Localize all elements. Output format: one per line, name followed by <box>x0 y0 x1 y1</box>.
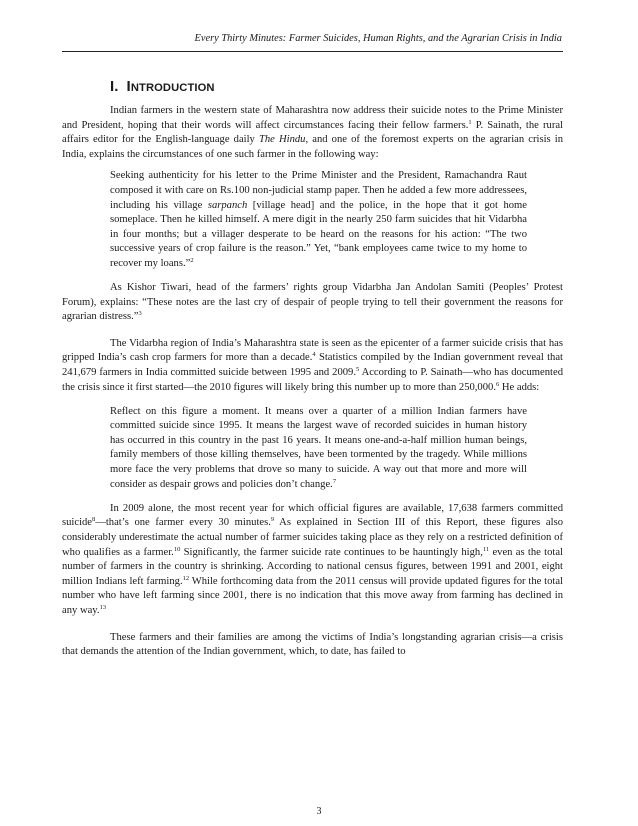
paragraph-tiwari: As Kishor Tiwari, head of the farmers’ rights group Vidarbha Jan Andolan Samiti (Peoples’ Protest Forum), explains: “These notes are the last cry of despair of people trying to tell their government the reasons for agrarian distress.”$^3$ <box>62 282 563 323</box>
footnote-ref: 7 <box>332 477 337 485</box>
document-body <box>62 104 563 660</box>
section-title-initial: I <box>126 78 131 95</box>
footnote-ref: 2 <box>190 256 194 264</box>
footnote-ref: 3 <box>138 310 142 318</box>
newspaper-title: The Hindu <box>258 134 306 146</box>
paragraph-intro: Indian farmers in the western state of Maharashtra now address their suicide notes to the Prime Minister and President, hoping that their words will affect circumstances facing their fellow farmers.$^1$ P. Sainath, the rural affairs editor for the English-language daily The Hindu, and one of the foremost experts on the agrarian crisis in India, explains the circumstances of one such farmer in the following way: <box>62 105 563 160</box>
section-heading <box>110 78 215 95</box>
block-quote-reflect: Reflect on this figure a moment. It means over a quarter of a million Indian farmers have committed suicide since 1995. It means the largest wave of recorded suicides in human history has occurred in this country in the past 16 years. It means one-and-a-half million human beings, family members of those killing themselves, have been tormented by the tragedy. While millions more face the very problems that drove so many to suicide. A way out that more and more will consider as despair grows and policies don’t change.$^7$ <box>110 405 527 490</box>
footnote-ref: 13 <box>99 603 107 611</box>
footnote-ref: 11 <box>482 545 490 553</box>
paragraph-victims: These farmers and their families are among the victims of India’s longstanding agrarian crisis—a crisis that demands the attention of the Indian government, which, to date, has failed to <box>62 631 563 658</box>
footnote-ref: 10 <box>173 545 181 553</box>
block-quote-sainath: Seeking authenticity for his letter to the Prime Minister and the President, Ramachandra Raut composed it with care on Rs.100 non-judicial stamp paper. Then he added a few more addressees, including his village sarpanch [village head] and the police, in the hope that it got home someplace. Then he killed himself. A mere digit in the nearly 250 farm suicides that hit Vidarbha in four months; but a villager desperate to be heard on the reasons for his action: “The two successive years of crop failure is the reason.” Yet, “bank employees came twice to my home to recover my loans.”$^2$ <box>110 170 527 269</box>
paragraph-vidarbha: The Vidarbha region of India’s Maharashtra state is seen as the epicenter of a farmer suicide crisis that has gripped India’s cash crop farmers for more than a decade.$^4$ Statistics compiled by the Indian government reveal that 241,679 farmers in India committed suicide between 1995 and 2009.$^5$ According to P. Sainath—who has documented the crisis since it first started—the 2010 figures will likely bring this number up to more than 250,000.$^6$ He adds: <box>62 337 563 393</box>
italic-term: sarpanch <box>207 199 248 211</box>
footnote-ref: 9 <box>270 516 275 524</box>
footnote-ref: 1 <box>468 118 472 126</box>
section-title-rest: NTRODUCTION <box>130 82 215 94</box>
section-number: I. <box>110 78 119 95</box>
page-number: 3 <box>316 806 322 817</box>
footnote-ref: 8 <box>92 516 96 524</box>
paragraph-2009: In 2009 alone, the most recent year for which official figures are available, 17,638 farmers committed suicide$^8$—that’s one farmer every 30 minutes.$^9$ As explained in Section III of this Report, these figures also considerably underestimate the actual number of farmer suicides taking place as they rely on a restricted definition of who qualifies as a farmer.$^{10}$ Significantly, the farmer suicide rate continues to be hauntingly high,$^{11}$ even as the total number of farmers in the country is shrinking. According to national census figures, between 1991 and 2001, eight million Indians left farming.$^{12}$ While forthcoming data from the 2011 census will provide updated figures for the total number who have left farming since 2001, there is no indication that this move away from farming has declined in any way.$^{13}$ <box>62 502 564 616</box>
footnote-ref: 5 <box>355 366 360 373</box>
footnote-ref: 12 <box>182 574 190 582</box>
footnote-ref: 4 <box>312 351 316 359</box>
running-header: Every Thirty Minutes: Farmer Suicides, Human Rights, and the Agrarian Crisis in India <box>194 33 562 44</box>
header-rule <box>62 51 563 52</box>
footnote-ref: 6 <box>495 380 500 388</box>
